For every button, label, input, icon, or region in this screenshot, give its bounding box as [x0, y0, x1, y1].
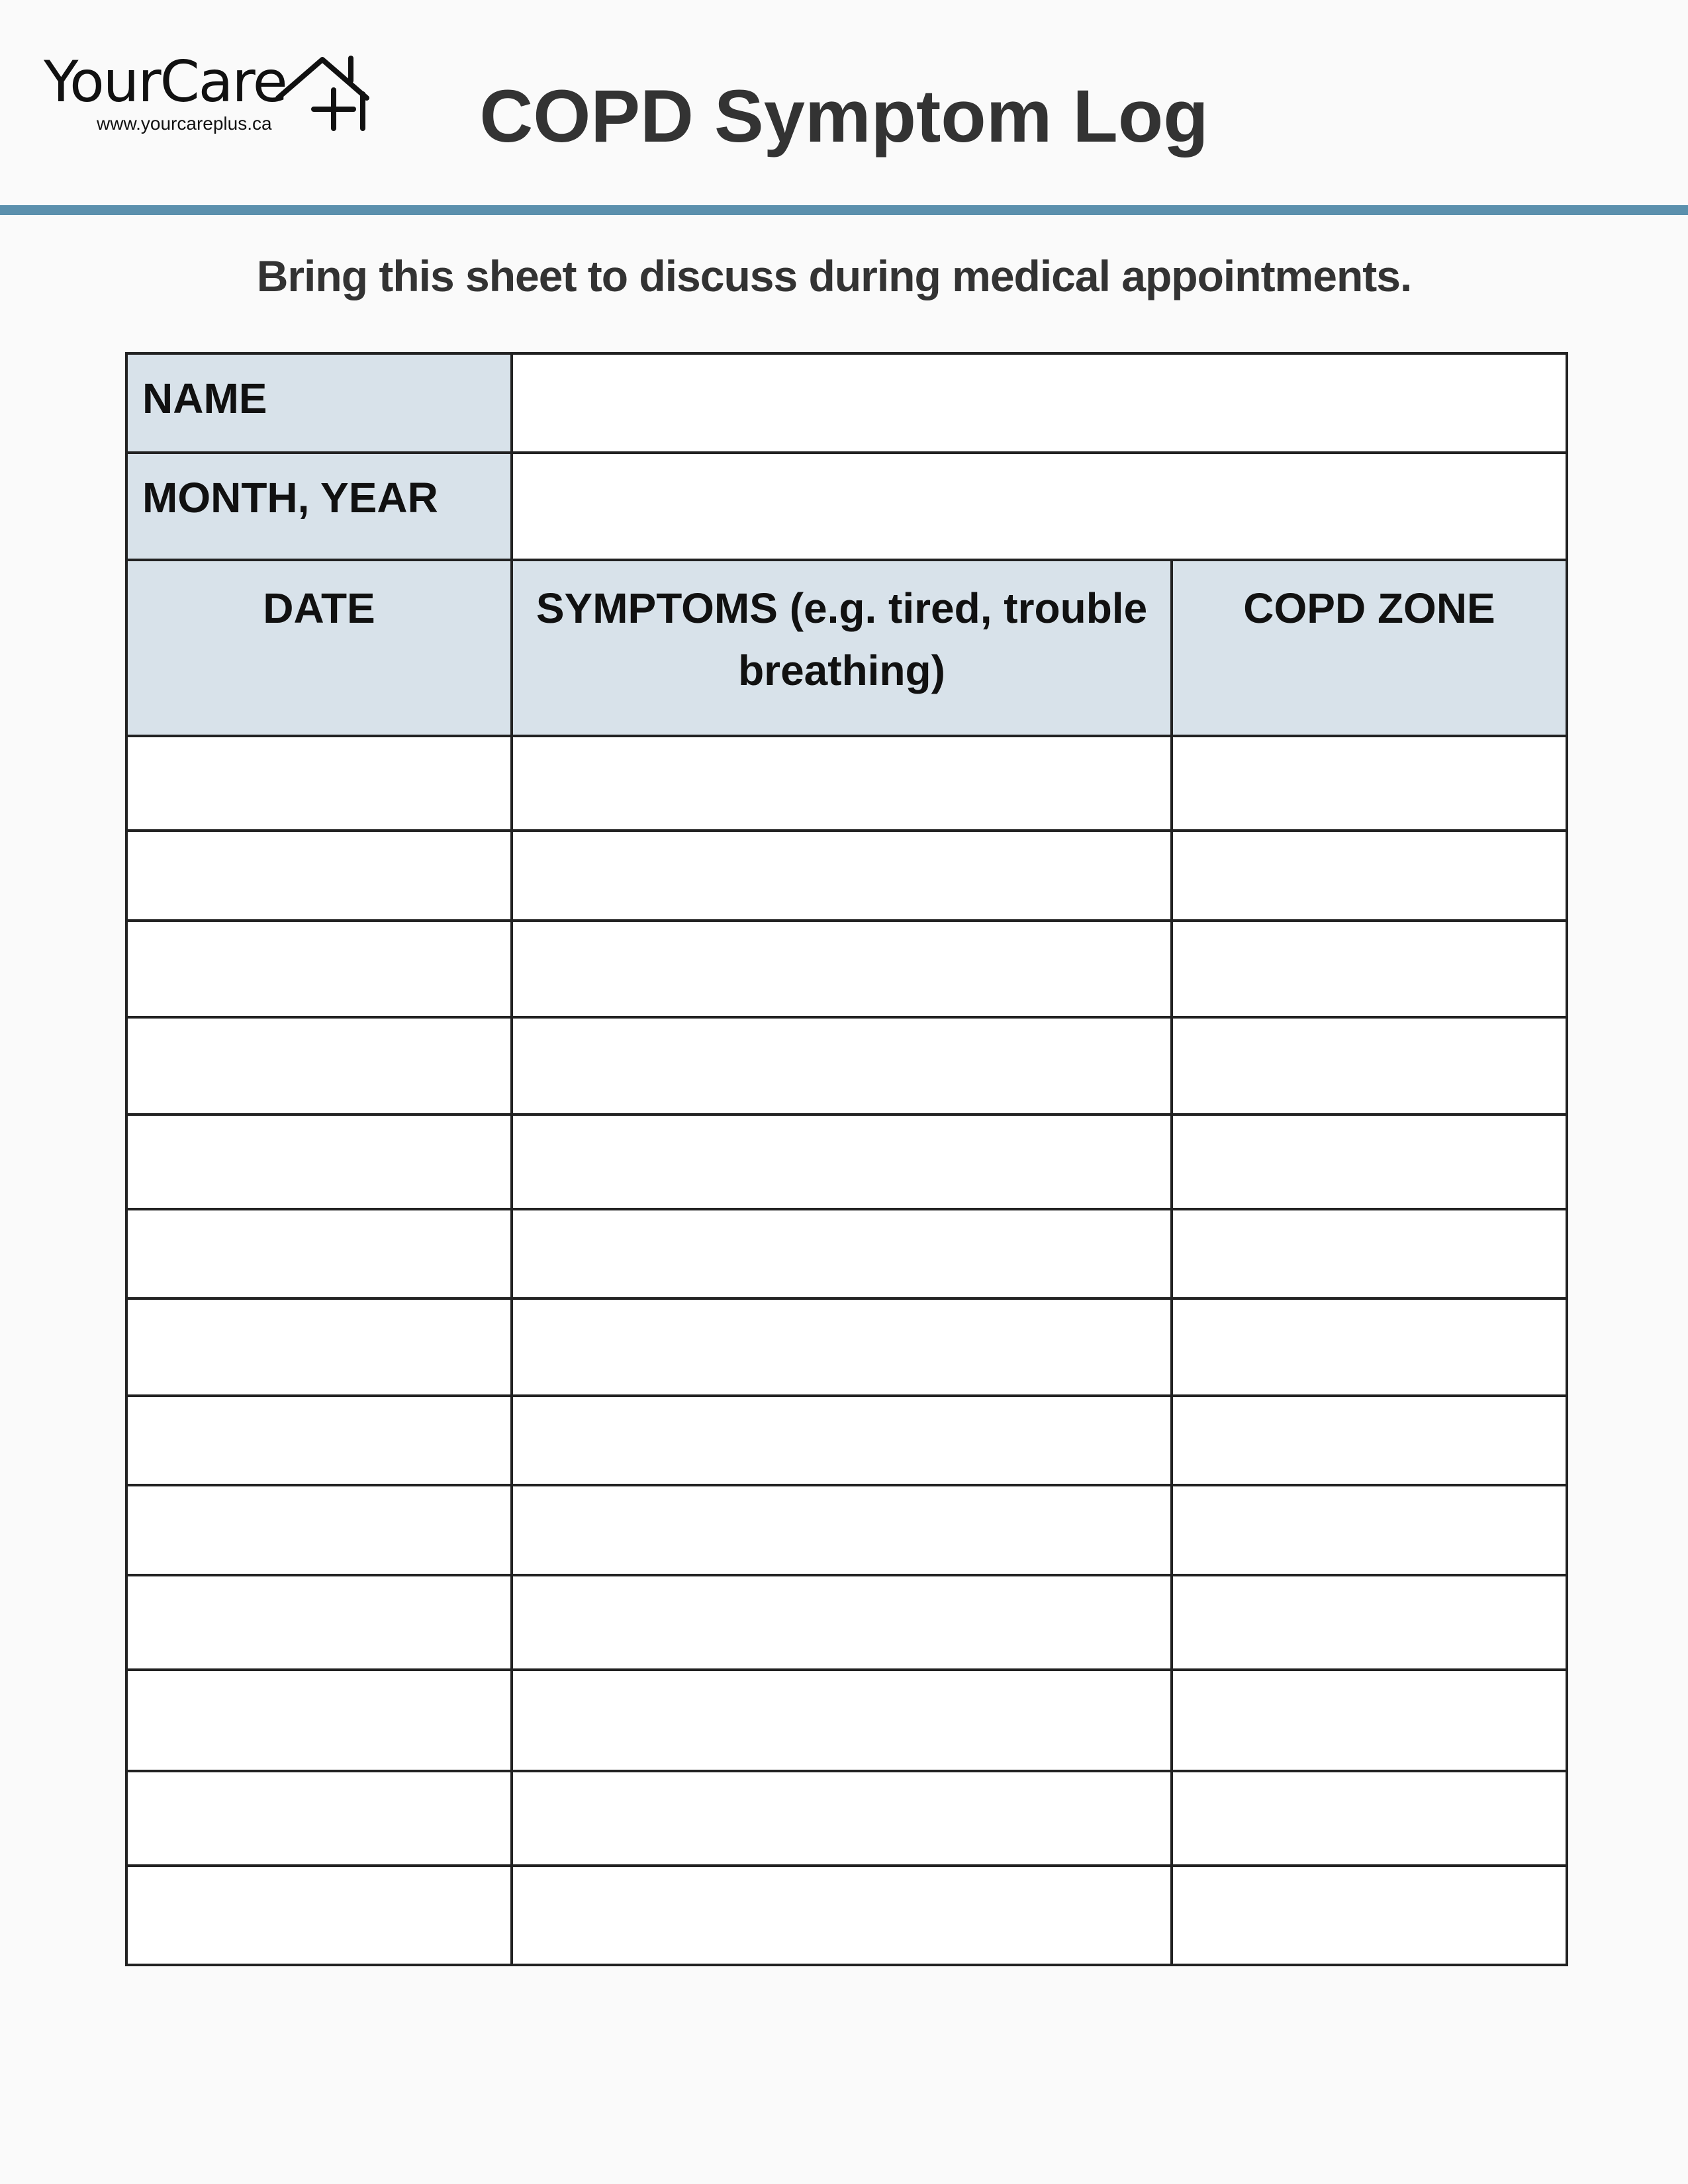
symptoms-cell[interactable] — [512, 1866, 1172, 1965]
symptoms-cell[interactable] — [512, 1396, 1172, 1485]
copd-zone-cell[interactable] — [1172, 736, 1567, 831]
copd-zone-cell[interactable] — [1172, 831, 1567, 921]
copd-zone-cell[interactable] — [1172, 1485, 1567, 1575]
copd-zone-cell[interactable] — [1172, 1670, 1567, 1771]
date-cell[interactable] — [126, 1575, 512, 1670]
table-row — [126, 921, 1567, 1017]
symptoms-cell[interactable] — [512, 1771, 1172, 1866]
symptoms-cell[interactable] — [512, 1575, 1172, 1670]
symptom-log-table — [125, 352, 1568, 1966]
date-cell[interactable] — [126, 1115, 512, 1209]
copd-zone-cell[interactable] — [1172, 921, 1567, 1017]
date-cell[interactable] — [126, 1771, 512, 1866]
copd-zone-cell[interactable] — [1172, 1209, 1567, 1298]
house-plus-icon — [273, 52, 372, 131]
copd-zone-cell[interactable] — [1172, 1115, 1567, 1209]
copd-zone-cell[interactable] — [1172, 1771, 1567, 1866]
column-header-row — [126, 560, 1567, 736]
symptoms-cell[interactable] — [512, 831, 1172, 921]
copd-zone-cell[interactable] — [1172, 1017, 1567, 1115]
date-cell[interactable] — [126, 1209, 512, 1298]
table-row — [126, 1298, 1567, 1396]
header-divider — [0, 205, 1688, 215]
date-cell[interactable] — [126, 1017, 512, 1115]
name-field[interactable] — [512, 353, 1567, 453]
column-header-copd-zone: COPD ZONE — [1172, 560, 1567, 736]
brand-url: www.yourcareplus.ca — [97, 113, 272, 134]
column-header-date: DATE — [126, 560, 512, 736]
table-row — [126, 1485, 1567, 1575]
date-cell[interactable] — [126, 1866, 512, 1965]
symptoms-cell[interactable] — [512, 1298, 1172, 1396]
symptoms-cell[interactable] — [512, 1485, 1172, 1575]
date-cell[interactable] — [126, 1298, 512, 1396]
symptoms-cell[interactable] — [512, 1670, 1172, 1771]
table-row — [126, 1670, 1567, 1771]
table-row — [126, 1396, 1567, 1485]
name-label: NAME — [126, 353, 512, 453]
table-row — [126, 831, 1567, 921]
page-title: COPD Symptom Log — [479, 75, 1209, 158]
symptoms-cell[interactable] — [512, 736, 1172, 831]
table-row — [126, 1209, 1567, 1298]
date-cell[interactable] — [126, 1485, 512, 1575]
brand-wordmark: YourCare — [44, 49, 287, 115]
month-year-label: MONTH, YEAR — [126, 453, 512, 560]
table-row — [126, 1115, 1567, 1209]
brand-logo — [44, 49, 335, 135]
table-row — [126, 1017, 1567, 1115]
name-row — [126, 353, 1567, 453]
table-row — [126, 736, 1567, 831]
date-cell[interactable] — [126, 831, 512, 921]
month-year-field[interactable] — [512, 453, 1567, 560]
date-cell[interactable] — [126, 1670, 512, 1771]
table-row — [126, 1866, 1567, 1965]
table-row — [126, 1575, 1567, 1670]
symptoms-cell[interactable] — [512, 921, 1172, 1017]
copd-zone-cell[interactable] — [1172, 1298, 1567, 1396]
copd-zone-cell[interactable] — [1172, 1575, 1567, 1670]
date-cell[interactable] — [126, 736, 512, 831]
copd-zone-cell[interactable] — [1172, 1396, 1567, 1485]
date-cell[interactable] — [126, 1396, 512, 1485]
symptoms-cell[interactable] — [512, 1209, 1172, 1298]
symptoms-cell[interactable] — [512, 1115, 1172, 1209]
symptoms-cell[interactable] — [512, 1017, 1172, 1115]
month-year-row — [126, 453, 1567, 560]
table-row — [126, 1771, 1567, 1866]
page-subtitle: Bring this sheet to discuss during medical appointments. — [256, 251, 1412, 300]
column-header-symptoms: SYMPTOMS (e.g. tired, trouble breathing) — [512, 560, 1172, 736]
date-cell[interactable] — [126, 921, 512, 1017]
copd-zone-cell[interactable] — [1172, 1866, 1567, 1965]
